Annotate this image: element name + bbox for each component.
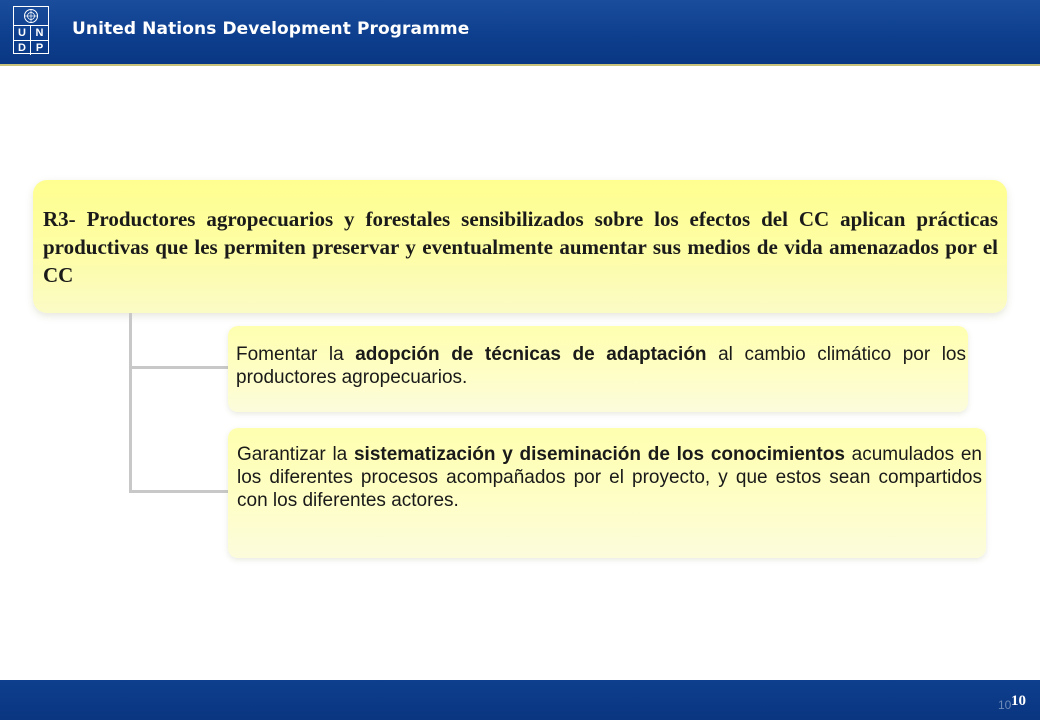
activity-1-post: al cambio climático por los productores agropecuarios.	[236, 344, 966, 388]
activity-text-1	[236, 343, 966, 389]
activity-box-1	[228, 326, 968, 412]
activity-2-pre: Garantizar la	[237, 444, 354, 465]
activity-text-2	[237, 443, 982, 512]
activity-2-post: acumulados en los diferentes procesos acompañados por el proyecto, y que estos sean compartidos con los diferentes actores.	[237, 444, 982, 511]
logo-letter-p: P	[35, 42, 44, 54]
activity-2-bold: sistematización y diseminación de los conocimientos	[353, 444, 845, 465]
un-emblem-icon	[14, 7, 48, 25]
activity-1-pre: Fomentar la	[236, 344, 356, 365]
undp-logo	[13, 6, 49, 54]
connector-branch-2	[129, 490, 232, 493]
activity-1-bold: adopción de técnicas de adaptación	[355, 344, 707, 365]
header-bar	[0, 0, 1040, 64]
connector-branch-1	[129, 366, 232, 369]
logo-letter-u: U	[14, 26, 31, 41]
result-title: R3- Productores agropecuarios y forestales sensibilizados sobre los efectos del CC aplican prácticas productivas que les permiten preservar y eventualmente aumentar sus medios de vida amenazados por el CC	[43, 207, 998, 287]
page-number: 10	[1011, 693, 1026, 709]
page-number-shadow: 10	[998, 698, 1012, 712]
connector-vertical	[129, 313, 132, 493]
footer-bar	[0, 680, 1040, 720]
logo-letter-d: D	[14, 41, 31, 55]
logo-letter-n: N	[31, 26, 48, 41]
organization-name: United Nations Development Programme	[72, 19, 470, 39]
header-divider	[0, 64, 1040, 66]
activity-box-2	[228, 428, 986, 558]
